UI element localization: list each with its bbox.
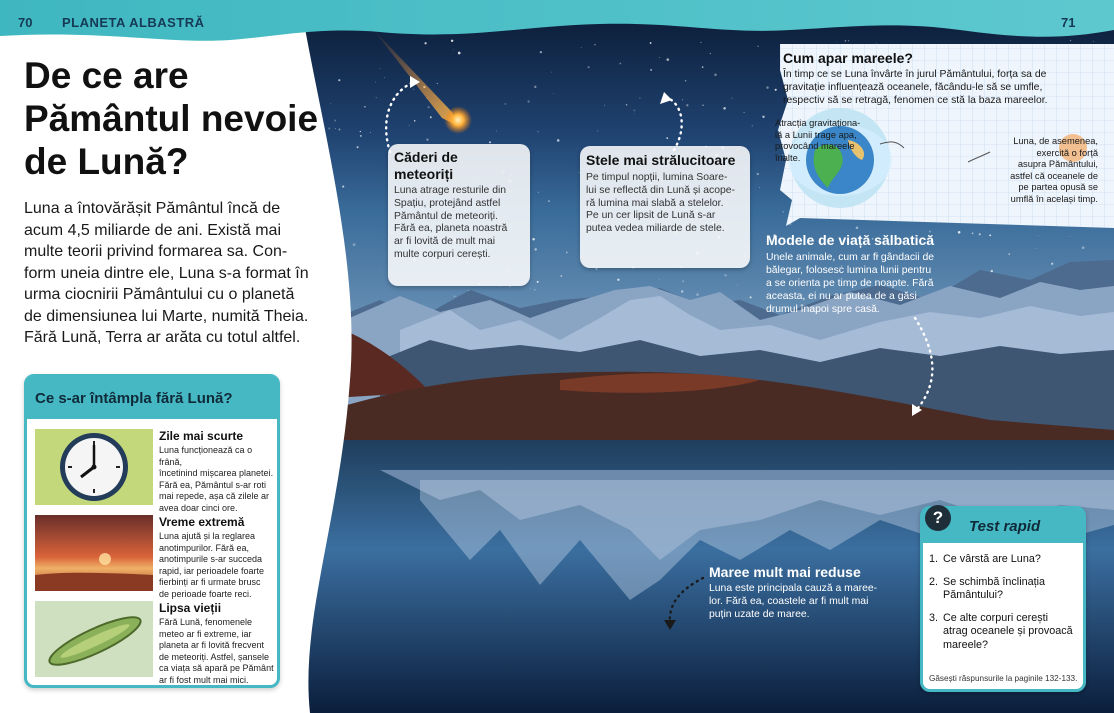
star xyxy=(1093,41,1094,42)
intro-paragraph: Luna a întovărășit Pământul încă de acum 4,5 miliarde de ani. Există mai multe teorii privind formarea sa. Con- form uneia dintre ele, Luna s-a format în urma ciocnirii Pământului cu o planetă de dimensiunea lui Marte, numită Theia. Fără Lună, Terra ar arăta cu totul altfel. xyxy=(24,200,309,346)
quiz-title: Test rapid xyxy=(969,518,1041,535)
page-title-line-3: de Lună? xyxy=(24,141,189,182)
star xyxy=(757,173,759,175)
star xyxy=(1070,236,1071,237)
tides-section xyxy=(783,50,1103,107)
star xyxy=(328,127,330,129)
star xyxy=(437,83,438,84)
tides-label-right: Luna, de asemenea, exercită o forță asupra Pământului, astfel că oceanele de pe partea opusă se umflă în același timp. xyxy=(1010,136,1098,204)
star xyxy=(540,51,542,53)
star xyxy=(856,226,859,229)
star xyxy=(604,105,605,106)
star xyxy=(766,86,768,88)
quiz-answers-note: Găsești răspunsurile la paginile 132-133. xyxy=(929,674,1078,683)
star xyxy=(384,77,385,78)
star xyxy=(548,200,550,202)
star xyxy=(666,137,668,139)
star xyxy=(650,42,652,44)
star xyxy=(537,131,538,132)
star xyxy=(594,44,595,45)
item-short-days: Zile mai scurte Luna funcționează ca o frână, încetinind mișcarea planetei. Fără ea, Pământul s-ar roti mai repede, așa că zilele ar avea doar cinci ore. xyxy=(159,429,274,513)
star xyxy=(381,269,382,270)
star xyxy=(775,89,777,91)
sidebar-box xyxy=(24,374,280,688)
star xyxy=(530,288,531,289)
star xyxy=(619,63,621,65)
clock-image xyxy=(35,429,153,505)
stars-card xyxy=(580,146,750,268)
star xyxy=(430,116,432,118)
star xyxy=(762,116,764,118)
star xyxy=(617,279,619,281)
star xyxy=(560,275,562,277)
star xyxy=(743,112,744,113)
star xyxy=(597,131,598,132)
stars-card-heading: Stele mai strălucitoare xyxy=(586,152,736,168)
question-icon: ? xyxy=(925,505,951,531)
star xyxy=(757,46,758,47)
star xyxy=(759,187,760,188)
quiz-question-1: 1. Ce vârstă are Luna? xyxy=(929,553,1041,565)
star xyxy=(552,299,553,300)
star xyxy=(458,52,461,55)
quiz-box xyxy=(920,506,1086,692)
quiz-header xyxy=(923,509,1083,543)
star xyxy=(334,120,336,122)
quiz-question-2: 2. Se schimbă înclinația Pământului? xyxy=(929,575,1046,601)
tides-label-left: Atracția gravitaționa- lă a Lunii trage apa, provocând mareele înalte. xyxy=(775,118,861,163)
star xyxy=(1082,246,1085,249)
star xyxy=(626,104,627,105)
meteor-card-heading: Căderi de meteoriți xyxy=(394,149,458,182)
star xyxy=(848,40,849,41)
star xyxy=(451,40,453,42)
page-number-left: 70 xyxy=(18,15,33,30)
star xyxy=(330,103,331,104)
star xyxy=(414,120,416,122)
star xyxy=(682,99,683,100)
star xyxy=(702,104,703,105)
page-title-line-1: De ce are xyxy=(24,55,189,96)
stars-card-text: Pe timpul nopții, lumina Soare- lui se reflectă din Lună și acope- ră lumina mai slabă a stelelor. Pe un cer lipsit de Lună s-ar putea vedea miliarde de stele. xyxy=(586,172,736,235)
star xyxy=(496,130,497,131)
star xyxy=(335,128,336,129)
star xyxy=(666,58,669,61)
star xyxy=(750,296,752,298)
item-no-life: Lipsa vieții Fără Lună, fenomenele meteo ar fi extreme, iar planeta ar fi lovită frecvent de meteoriți. Astfel, șansele ca viața să apară pe Pământ ar fi fost mult mai mici. xyxy=(159,601,274,685)
star xyxy=(453,49,454,50)
star xyxy=(538,192,539,193)
wildlife-text: Unele animale, cum ar fi gândacii de bălegar, folosesc lumina lunii pentru a se orienta pe timp de noapte. Fără aceasta, ei nu ar putea de a găsi drumul înapoi spre casă. xyxy=(766,252,935,315)
star xyxy=(534,86,536,88)
star xyxy=(710,53,711,54)
star xyxy=(360,135,362,137)
star xyxy=(659,279,660,280)
star xyxy=(535,248,537,250)
star xyxy=(1070,40,1071,41)
sidebar-header xyxy=(27,377,277,419)
star xyxy=(364,106,366,108)
star xyxy=(723,107,726,110)
star xyxy=(534,289,536,291)
star xyxy=(752,125,753,126)
page-number-right: 71 xyxy=(1061,15,1076,30)
star xyxy=(537,281,539,283)
running-title: PLANETA ALBASTRĂ xyxy=(62,15,205,30)
star xyxy=(639,97,640,98)
microorganism-image xyxy=(35,601,153,677)
star xyxy=(532,238,534,240)
star xyxy=(1008,253,1009,254)
star xyxy=(353,243,356,246)
star xyxy=(1036,248,1037,249)
star xyxy=(426,139,428,141)
reduced-tides-heading: Maree mult mai reduse xyxy=(709,564,861,580)
star xyxy=(714,74,717,77)
tides-heading: Cum apar mareele? xyxy=(783,50,913,66)
star xyxy=(633,109,635,111)
desert-image xyxy=(35,515,153,591)
star xyxy=(581,47,582,48)
star xyxy=(681,290,684,293)
page-title-line-2: Pământul nevoie xyxy=(24,98,319,139)
meteor-card xyxy=(388,144,530,286)
star xyxy=(370,132,371,133)
star xyxy=(837,42,838,43)
star xyxy=(634,114,635,115)
star xyxy=(342,186,344,188)
star xyxy=(659,57,660,58)
star xyxy=(409,125,410,126)
star xyxy=(360,131,361,132)
star xyxy=(682,280,684,282)
reduced-tides-section xyxy=(709,564,909,621)
wildlife-heading: Modele de viață sălbatică xyxy=(766,232,935,248)
star xyxy=(339,129,341,131)
meteor-card-text: Luna atrage resturile din Spațiu, protejând astfel Pământul de meteoriți. Fără ea, planeta noastră ar fi lovită de mult mai multe corpuri cerești. xyxy=(394,185,508,260)
reduced-tides-text: Luna este principala cauză a maree- lor. Fără ea, coastele ar fi mult mai puțin uzate de maree. xyxy=(709,583,878,620)
star xyxy=(702,66,704,68)
star xyxy=(588,66,590,68)
star xyxy=(357,146,359,148)
wildlife-section xyxy=(766,232,996,316)
star xyxy=(595,268,597,270)
star xyxy=(650,69,652,71)
star xyxy=(505,103,506,104)
star xyxy=(782,211,784,213)
star xyxy=(1038,235,1039,236)
star xyxy=(1051,263,1053,265)
star xyxy=(685,80,687,82)
star xyxy=(424,42,426,44)
star xyxy=(724,274,727,277)
star xyxy=(557,139,560,142)
star xyxy=(338,79,340,81)
star xyxy=(413,89,414,90)
star xyxy=(454,296,456,298)
star xyxy=(428,106,430,108)
star xyxy=(551,72,552,73)
star xyxy=(375,82,376,83)
star xyxy=(380,68,381,69)
star xyxy=(509,286,510,287)
star xyxy=(731,98,732,99)
star xyxy=(845,40,847,42)
star xyxy=(376,97,377,98)
star xyxy=(566,252,568,254)
sidebar-title: Ce s-ar întâmpla fără Lună? xyxy=(35,389,233,407)
star xyxy=(553,93,554,94)
page-title xyxy=(24,54,318,183)
star xyxy=(686,104,688,106)
star xyxy=(696,293,699,296)
quiz-question-3: 3. Ce alte corpuri cerești atrag oceanele și provoacă mareele? xyxy=(929,611,1073,651)
item-extreme-weather: Vreme extremă Luna ajută și la reglarea anotimpurilor. Fără ea, anotimpurile s-ar succeda rapid, iar perioadele foarte fierbinți ar fi urmate brusc de perioade foarte reci. xyxy=(159,515,265,599)
star xyxy=(737,285,738,286)
tides-text: În timp ce se Luna învârte în jurul Pământului, forța sa de gravitație influențează oceanele, făcându-le să se umfle, respectiv să se retragă, fenomen ce stă la baza mareelor. xyxy=(783,69,1048,106)
star xyxy=(700,42,701,43)
star xyxy=(527,100,529,102)
